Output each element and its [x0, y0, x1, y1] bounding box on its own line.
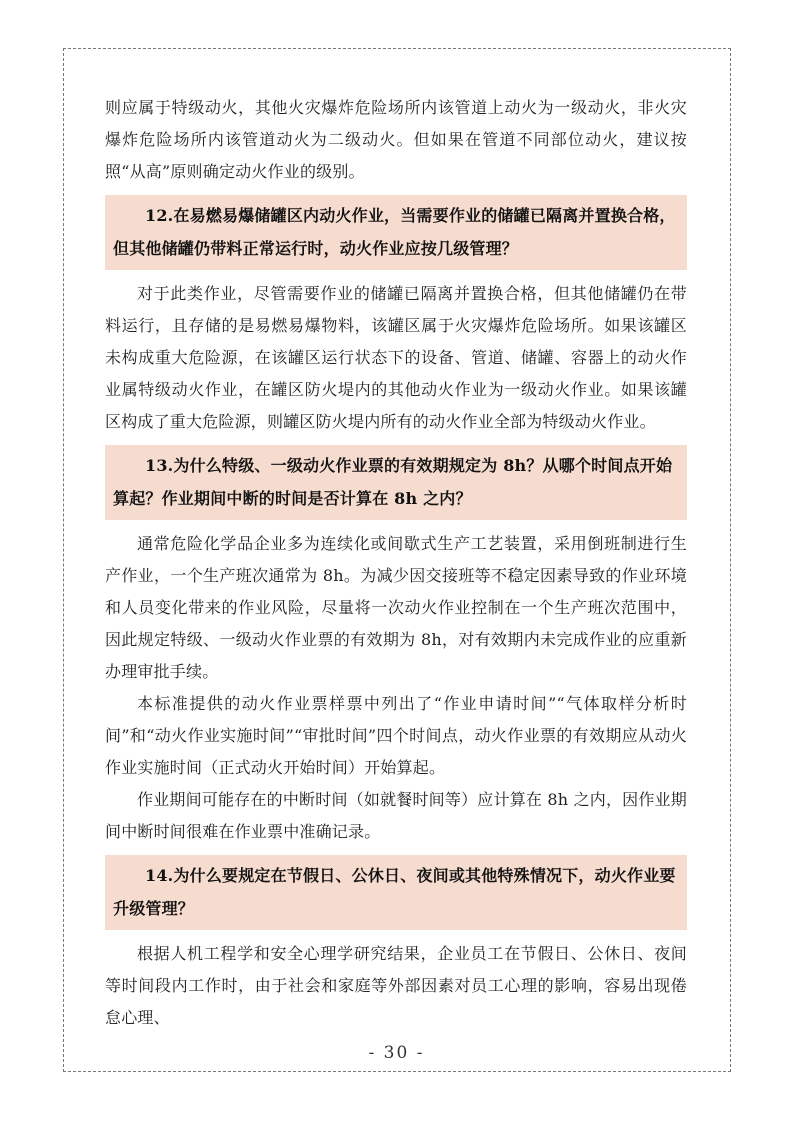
- question-heading-14: 14.为什么要规定在节假日、公休日、夜间或其他特殊情况下，动火作业要升级管理？: [105, 855, 687, 930]
- answer-paragraph-13a: 通常危险化学品企业多为连续化或间歇式生产工艺装置，采用倒班制进行生产作业，一个生产班次通常为 8h。为减少因交接班等不稳定因素导致的作业环境和人员变化带来的作业风险，尽量将一次动火作业控制在一个生产班次范围中，因此规定特级、一级动火作业票的有效期为 8h，对有效期内未完成作业的应重新办理审批手续。: [105, 534, 687, 681]
- answer-paragraph-13b: 本标准提供的动火作业票样票中列出了“作业申请时间”“气体取样分析时间”和“动火作业实施时间”“审批时间”四个时间点，动火作业票的有效期应从动火作业实施时间（正式动火开始时间）开始算起。: [105, 694, 687, 777]
- paragraph-continued: 则应属于特级动火，其他火灾爆炸危险场所内该管道上动火为一级动火，非火灾爆炸危险场所内该管道动火为二级动火。但如果在管道不同部位动火，建议按照“从高”原则确定动火作业的级别。: [105, 98, 687, 181]
- question-heading-13: 13.为什么特级、一级动火作业票的有效期规定为 8h？从哪个时间点开始算起？作业期间中断的时间是否计算在 8h 之内？: [105, 445, 687, 520]
- page-number: - 30 -: [368, 1043, 425, 1063]
- answer-paragraph-12: 对于此类作业，尽管需要作业的储罐已隔离并置换合格，但其他储罐仍在带料运行，且存储的是易燃易爆物料，该罐区属于火灾爆炸危险场所。如果该罐区未构成重大危险源，在该罐区运行状态下的设备、管道、储罐、容器上的动火作业属特级动火作业，在罐区防火堤内的其他动火作业为一级动火作业。如果该罐区构成了重大危险源，则罐区防火堤内所有的动火作业全部为特级动火作业。: [105, 284, 687, 431]
- answer-paragraph-13c: 作业期间可能存在的中断时间（如就餐时间等）应计算在 8h 之内，因作业期间中断时间很难在作业票中准确记录。: [105, 790, 687, 841]
- answer-paragraph-14: 根据人机工程学和安全心理学研究结果，企业员工在节假日、公休日、夜间等时间段内工作时，由于社会和家庭等外部因素对员工心理的影响，容易出现倦怠心理、: [105, 944, 687, 1027]
- document-body: [105, 92, 687, 1034]
- question-heading-12: 12.在易燃易爆储罐区内动火作业，当需要作业的储罐已隔离并置换合格，但其他储罐仍带料正常运行时，动火作业应按几级管理？: [105, 195, 687, 270]
